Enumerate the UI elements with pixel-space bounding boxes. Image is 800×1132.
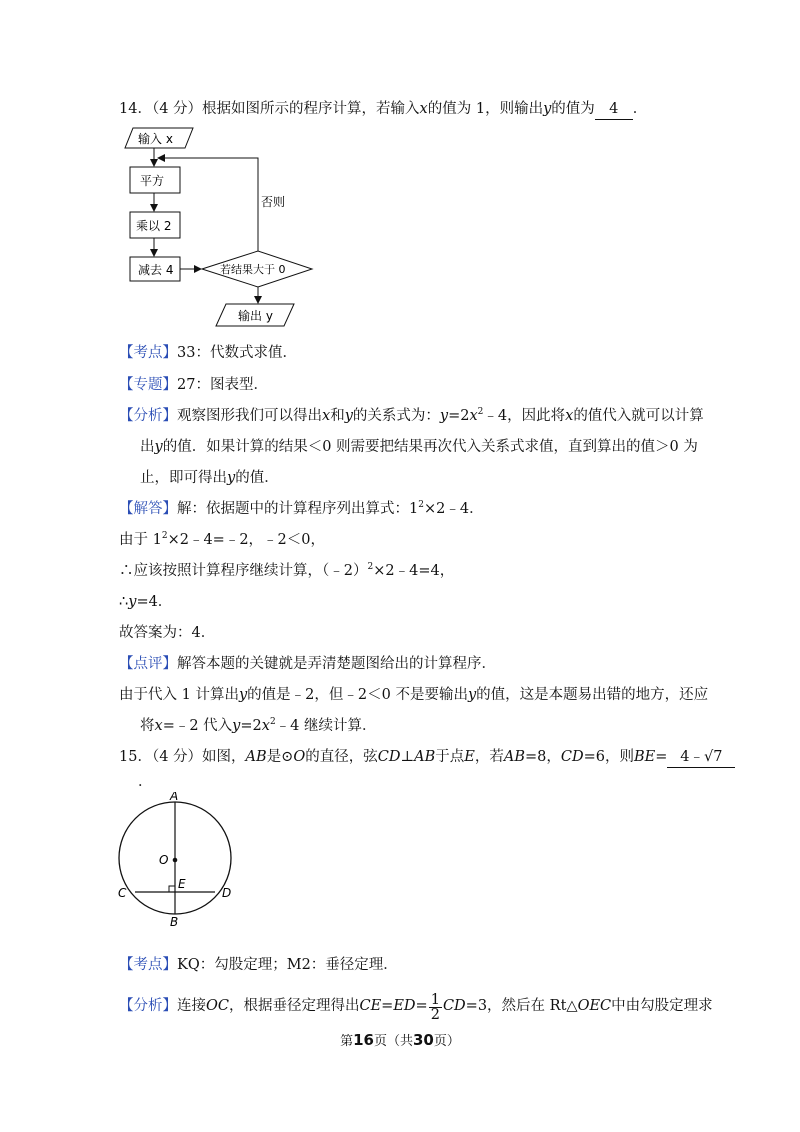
page-footer: 第16页（共30页） — [340, 1031, 460, 1049]
q15-kaodian: 【考点】KQ：勾股定理；M2：垂径定理． — [119, 957, 398, 973]
label-c: C — [118, 886, 127, 900]
label-o: O — [159, 853, 169, 867]
page-number: 16 — [353, 1031, 374, 1049]
label-d: D — [222, 886, 232, 900]
q14-fenxi-line1: 【分析】观察图形我们可以得出x和y的关系式为：$y=2x^2﹣4$，因此将x的值代入就可以计算 — [119, 407, 704, 424]
q15-dot: ． — [138, 774, 153, 790]
label-a: A — [170, 792, 179, 803]
fraction-half: $\frac{1}{2}$ — [430, 992, 440, 1023]
q14-final: 故答案为：4． — [119, 625, 216, 641]
flow-square-label: 平方 — [140, 174, 165, 188]
right-angle-mark — [169, 886, 175, 892]
center-dot — [173, 858, 178, 863]
q14-jieda: 【解答】解：依据题中的计算程序列出算式：$1^2\times 2﹣4$． — [119, 500, 484, 517]
q14-dianping-line2: 由于代入 1 计算出y的值是﹣2，但﹣2＜0 不是要输出y的值，这是本题易出错的地方，还应 — [119, 687, 709, 703]
q14-dianping: 【点评】解答本题的关键就是弄清楚题图给出的计算程序． — [119, 656, 496, 672]
q14-stem: 14．（4 分）根据如图所示的程序计算，若输入x的值为 1，则输出y的值为 4 ． — [119, 99, 647, 120]
q14-fenxi-line2: 出y的值．如果计算的结果＜0 则需要把结果再次代入关系式求值，直到算出的值＞0 为 — [140, 439, 698, 455]
q15-fenxi: 【分析】连接OC，根据垂径定理得出CE=ED= $\frac{1}{2}$ CD=3，然后在 Rt△OEC中由勾股定理求 — [119, 992, 713, 1023]
q15-stem: 15．（4 分）如图，AB是⊙O的直径，弦CD⊥AB于点E，若AB=8，CD=6，则BE= 4﹣√7 — [119, 747, 735, 768]
label-b: B — [170, 915, 179, 929]
q14-step2: ∴应该按照计算程序继续计算，（﹣2）$^2$×2﹣4=4， — [119, 562, 455, 579]
page-total: 30 — [413, 1031, 434, 1049]
circle-figure — [112, 792, 242, 930]
flow-minus4-label: 减去 4 — [138, 263, 174, 277]
q14-kaodian: 【考点】33：代数式求值． — [119, 345, 297, 361]
flow-output-label: 输出 y — [238, 309, 273, 323]
q14-step3: ∴y=4． — [119, 594, 173, 610]
flowchart — [118, 126, 318, 331]
q14-zhuanti: 【专题】27：图表型． — [119, 377, 268, 393]
q15-answer: 4﹣√7 — [667, 747, 735, 768]
q14-step1: 由于 $1^2\times 2﹣4=﹣2$，﹣2＜0， — [119, 531, 326, 548]
flow-input-label: 输入 x — [138, 132, 173, 146]
q14-fenxi-line3: 止，即可得出y的值． — [140, 470, 279, 486]
q14-dianping-line3: 将x=﹣2 代入$y=2x^2﹣4$ 继续计算． — [140, 717, 377, 734]
label-e: E — [178, 877, 186, 891]
flow-times2-label: 乘以 2 — [136, 219, 172, 233]
flow-condition-label: 若结果大于 0 — [220, 263, 286, 276]
q14-answer: 4 — [595, 99, 633, 120]
flow-else-label: 否则 — [261, 195, 286, 209]
